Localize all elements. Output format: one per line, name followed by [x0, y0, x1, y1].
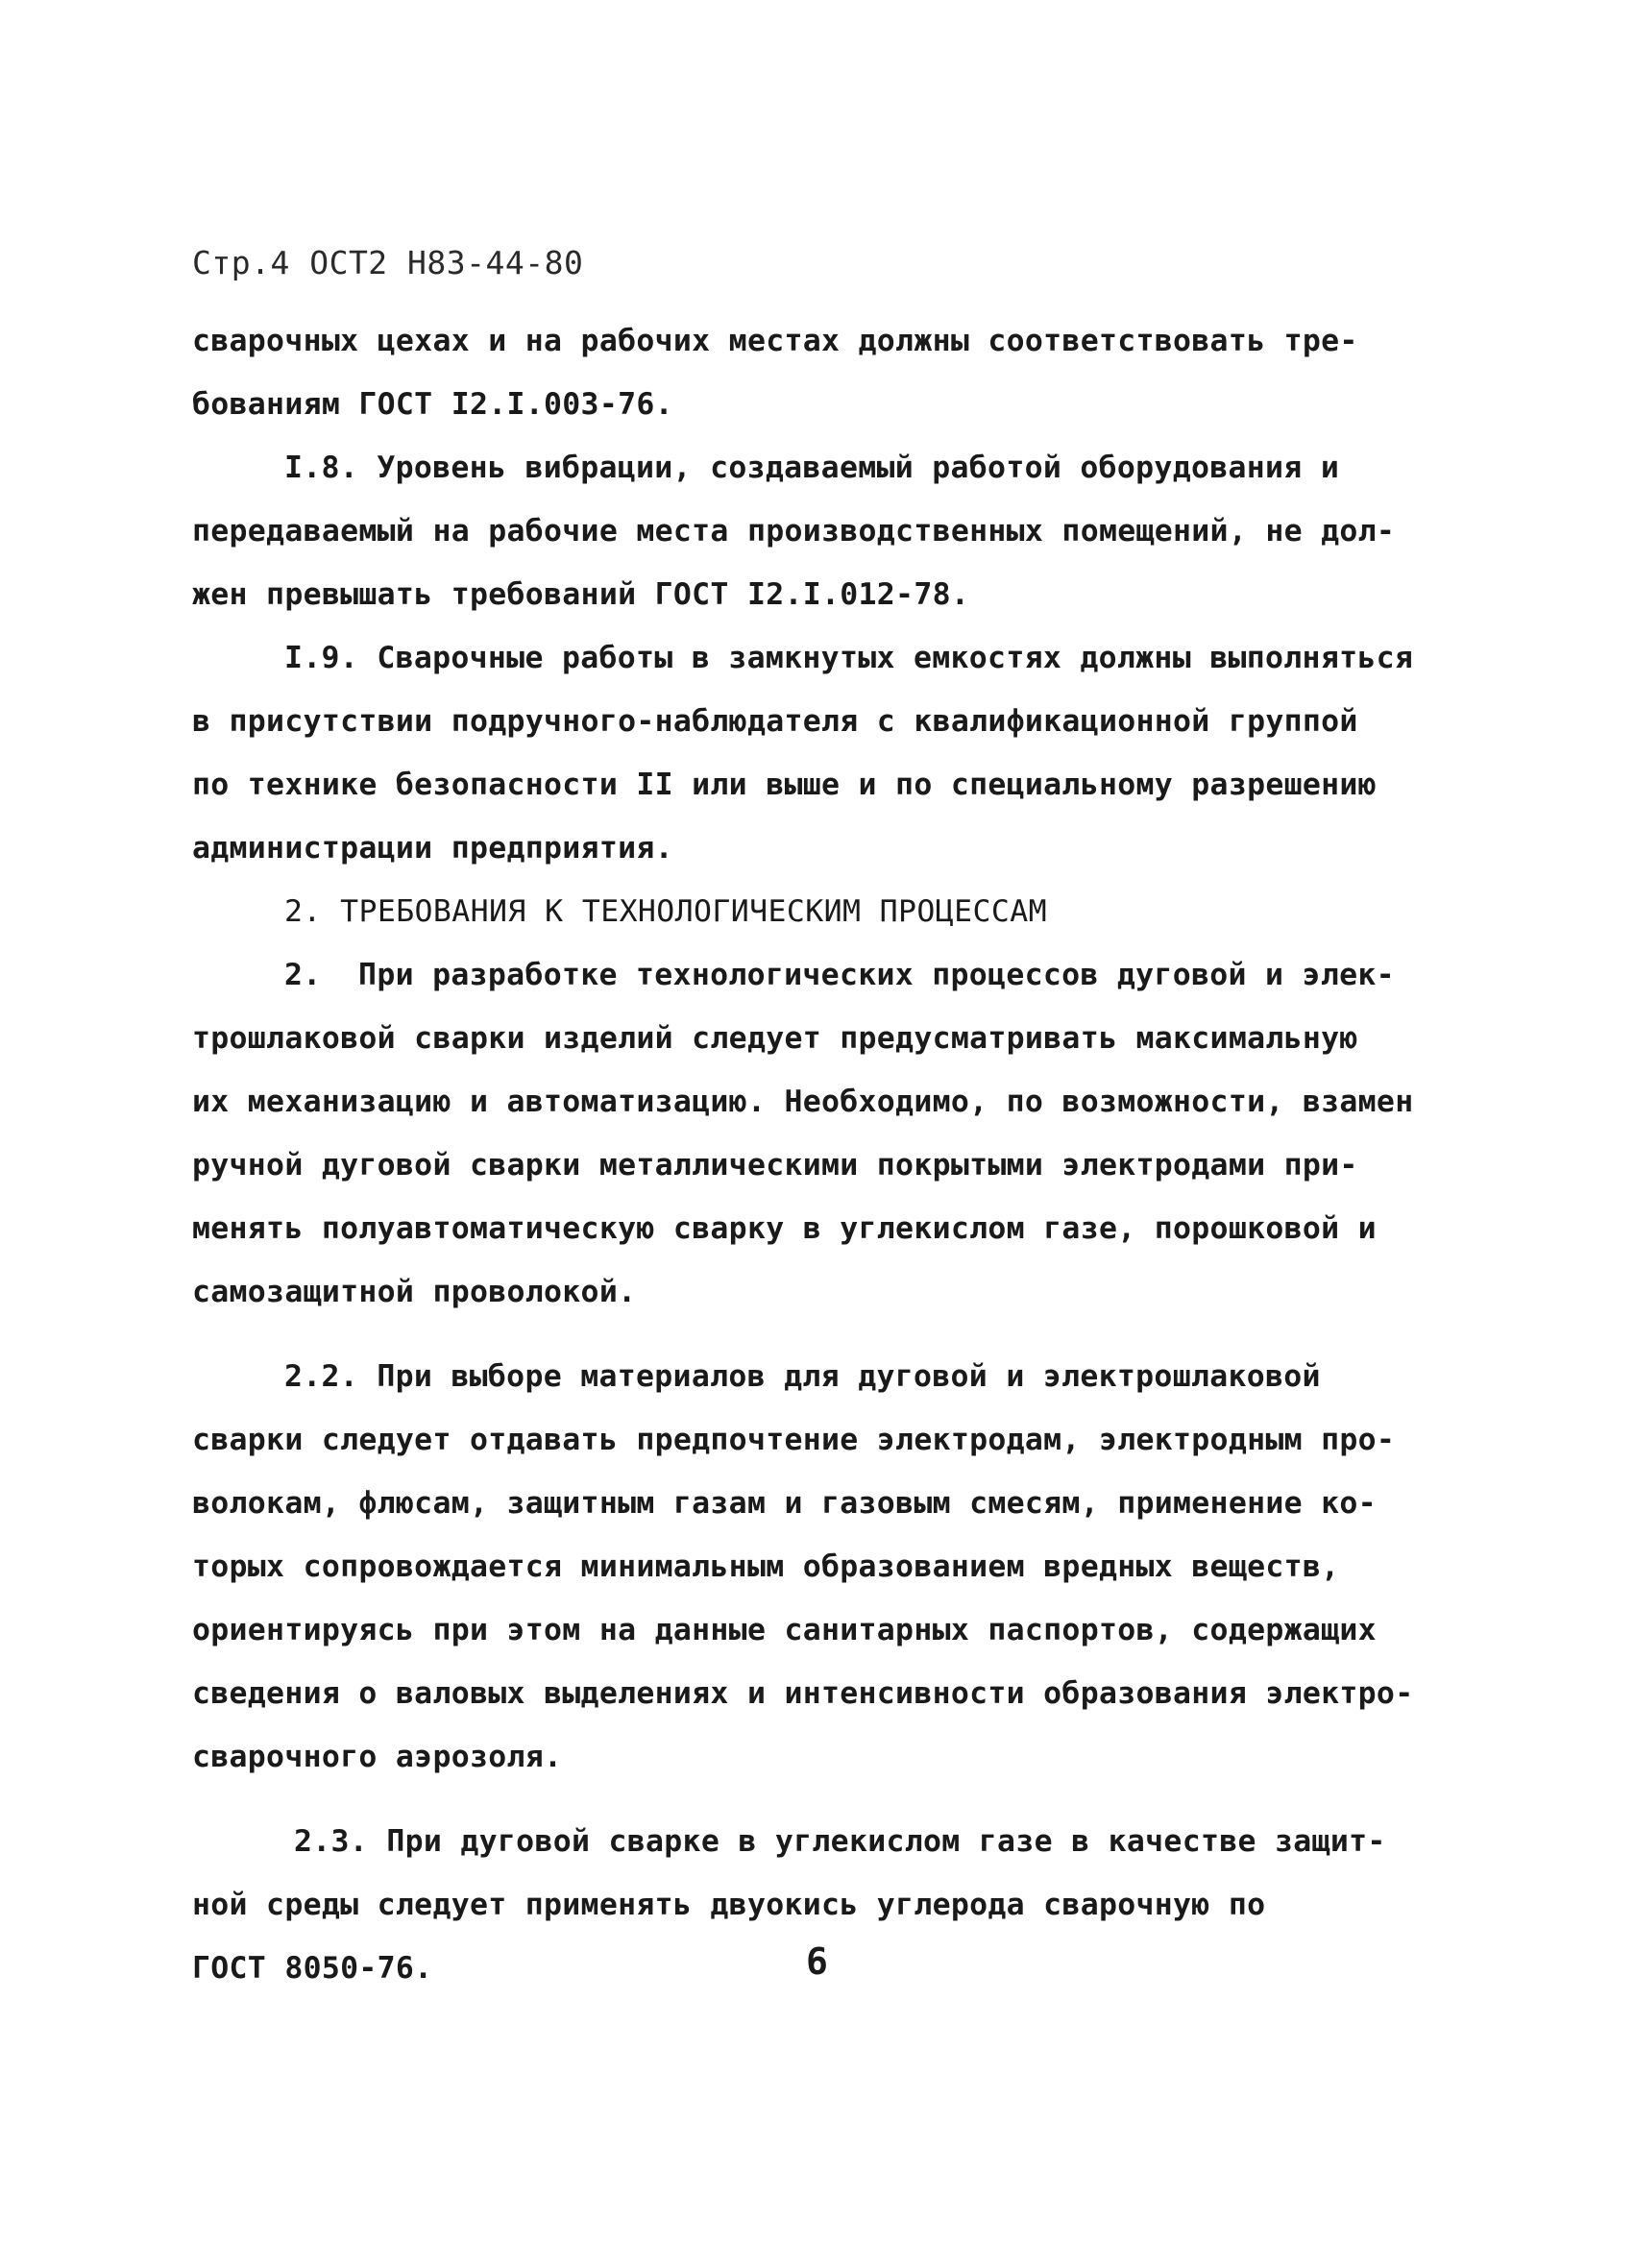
text-line: самозащитной проволокой. [192, 1275, 637, 1309]
page-header: Стр.4 ОСТ2 Н83-44-80 [192, 244, 584, 281]
text-line: их механизацию и автоматизацию. Необходимо, по возможности, взамен [192, 1085, 1414, 1119]
text-line: бованиям ГОСТ I2.I.003-76. [192, 387, 673, 422]
paragraph-1-9-start: I.9. Сварочные работы в замкнутых емкостях должны выполняться [284, 641, 1414, 675]
paragraph-2-3-start: 2.3. При дуговой сварке в углекислом газе в качестве защит- [294, 1824, 1386, 1859]
text-line: ориентируясь при этом на данные санитарных паспортов, содержащих [192, 1613, 1377, 1647]
text-line: ручной дуговой сварки металлическими покрытыми электродами при- [192, 1148, 1358, 1183]
text-line: администрации предприятия. [192, 831, 673, 866]
text-line: ГОСТ 8050-76. [192, 1951, 433, 1986]
text-line: сварки следует отдавать предпочтение электродам, электродным про- [192, 1423, 1396, 1457]
text-line: торых сопровождается минимальным образованием вредных веществ, [192, 1549, 1340, 1584]
text-line: сварочных цехах и на рабочих местах должны соответствовать тре- [192, 324, 1358, 358]
text-line: менять полуавтоматическую сварку в углекислом газе, порошковой и [192, 1211, 1377, 1246]
page-number: 6 [806, 1940, 828, 1983]
text-line: сведения о валовых выделениях и интенсивности образования электро- [192, 1676, 1414, 1711]
section-heading: 2. ТРЕБОВАНИЯ К ТЕХНОЛОГИЧЕСКИМ ПРОЦЕССАМ [284, 894, 1047, 929]
text-line: передаваемый на рабочие места производственных помещений, не дол- [192, 514, 1396, 549]
paragraph-2-1-start: 2. При разработке технологических процессов дуговой и элек- [284, 958, 1395, 992]
text-line: сварочного аэрозоля. [192, 1740, 563, 1774]
text-line: ной среды следует применять двуокись углерода сварочную по [192, 1888, 1266, 1922]
paragraph-1-8-start: I.8. Уровень вибрации, создаваемый работой оборудования и [284, 451, 1340, 485]
text-line: по технике безопасности II или выше и по специальному разрешению [192, 768, 1377, 802]
text-line: волокам, флюсам, защитным газам и газовым смесям, применение ко- [192, 1486, 1377, 1521]
text-line: жен превышать требований ГОСТ I2.I.012-78. [192, 577, 970, 612]
text-line: в присутствии подручного-наблюдателя с квалификационной группой [192, 704, 1358, 739]
paragraph-2-2-start: 2.2. При выборе материалов для дуговой и электрошлаковой [284, 1359, 1321, 1394]
document-body [192, 309, 1451, 2000]
text-line: трошлаковой сварки изделий следует предусматривать максимальную [192, 1021, 1358, 1056]
